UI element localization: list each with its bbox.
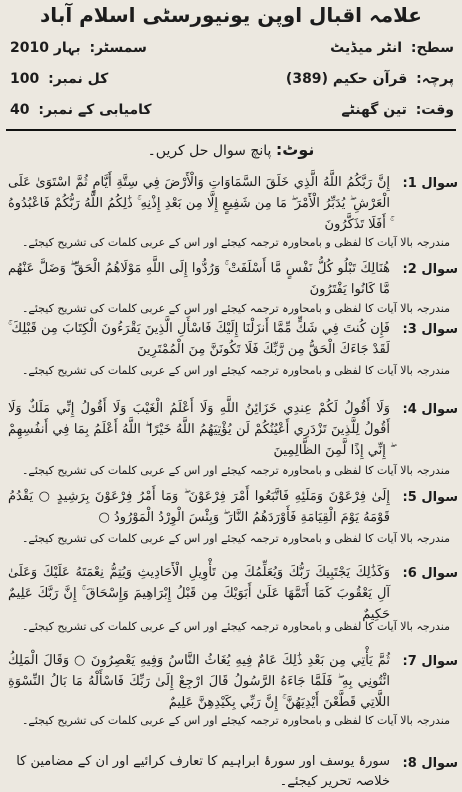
question-3-label: سوال 3: <box>402 322 458 337</box>
question-5-verse: إِلَىٰ فِرْعَوْنَ وَمَلَئِهِ فَاتَّبَعُوا أَمْرَ فِرْعَوْنَ ۖ وَمَا أَمْرُ فِرْعَوْنَ بِرَشِيدٍ ○ يَقْدُمُ قَوْمَهُ يَوْمَ الْقِيَامَةِ فَأَوْرَدَهُمُ النَّارَ ۖ وَبِئْسَ الْوِرْدُ الْمَوْرُودُ ○ <box>8 489 390 525</box>
question-3-verse: فَإِن كُنتَ فِي شَكٍّ مِّمَّا أَنزَلْنَا إِلَيْكَ فَاسْأَلِ الَّذِينَ يَقْرَءُونَ الْكِتَابَ مِن قَبْلِكَ ۚ لَقَدْ جَاءَكَ الْحَقُّ مِن رَّبِّكَ فَلَا تَكُونَنَّ مِنَ الْمُمْتَرِينَ <box>8 321 390 357</box>
note-text: پانچ سوال حل کریں۔ <box>147 143 272 159</box>
paper-field <box>286 71 454 87</box>
question-8-text: سورۂ یوسف اور سورۂ ابراہیم کا تعارف کرائیے اور ان کے مضامین کا خلاصہ تحریر کیجئے۔ <box>16 754 390 789</box>
level-label: سطح: <box>410 40 454 56</box>
time-value: تین گھنٹے <box>341 102 407 118</box>
question-1-label: سوال 1: <box>402 176 458 191</box>
total-marks-field <box>10 71 108 87</box>
time-label: وقت: <box>415 102 454 118</box>
university-title: علامہ اقبال اوپن یونیورسٹی اسلام آباد <box>40 3 422 27</box>
total-marks-value: 100 <box>10 71 40 87</box>
paper-label: پرچہ: <box>416 71 454 87</box>
question-7-instruction: مندرجہ بالا آیات کا لفظی و بامحاورہ ترجمہ کیجئے اور اس کے عربی کلمات کی تشریح کیجئے۔ <box>21 714 450 727</box>
level-value: انٹر میڈیٹ <box>330 40 403 56</box>
question-6-verse: وَكَذَٰلِكَ يَجْتَبِيكَ رَبُّكَ وَيُعَلِّمُكَ مِن تَأْوِيلِ الْأَحَادِيثِ وَيُتِمُّ نِعْمَتَهُ عَلَيْكَ وَعَلَىٰ آلِ يَعْقُوبَ كَمَا أَتَمَّهَا عَلَىٰ أَبَوَيْكَ مِن قَبْلُ إِبْرَاهِيمَ وَإِسْحَاقَ ۚ إِنَّ رَبَّكَ عَلِيمٌ حَكِيمٌ <box>8 565 390 622</box>
question-5-instruction: مندرجہ بالا آیات کا لفظی و بامحاورہ ترجمہ کیجئے اور اس کے عربی کلمات کی تشریح کیجئے۔ <box>21 532 450 545</box>
question-4-label: سوال 4: <box>402 402 458 417</box>
question-3-instruction: مندرجہ بالا آیات کا لفظی و بامحاورہ ترجمہ کیجئے اور اس کے عربی کلمات کی تشریح کیجئے۔ <box>21 364 450 377</box>
time-field <box>341 102 454 118</box>
question-2-verse: هُنَالِكَ تَبْلُو كُلُّ نَفْسٍ مَّا أَسْلَفَتْ ۚ وَرُدُّوا إِلَى اللَّهِ مَوْلَاهُمُ الْحَقِّ ۖ وَضَلَّ عَنْهُم مَّا كَانُوا يَفْتَرُونَ <box>8 261 390 297</box>
question-4-verse: وَلَا أَقُولُ لَكُمْ عِندِي خَزَائِنُ اللَّهِ وَلَا أَعْلَمُ الْغَيْبَ وَلَا أَقُولُ إِنِّي مَلَكٌ وَلَا أَقُولُ لِلَّذِينَ تَزْدَرِي أَعْيُنُكُمْ لَن يُؤْتِيَهُمُ اللَّهُ خَيْرًا ۖ اللَّهُ أَعْلَمُ بِمَا فِي أَنفُسِهِمْ ۖ إِنِّي إِذًا لَّمِنَ الظَّالِمِينَ <box>8 401 390 458</box>
level-field <box>330 40 454 56</box>
pass-marks-field <box>10 102 152 118</box>
semester-value: بہار 2010 <box>10 40 81 56</box>
question-6-label: سوال 6: <box>402 566 458 581</box>
question-1-verse: إِنَّ رَبَّكُمُ اللَّهُ الَّذِي خَلَقَ السَّمَاوَاتِ وَالْأَرْضَ فِي سِتَّةِ أَيَّامٍ ثُمَّ اسْتَوَىٰ عَلَى الْعَرْشِ ۖ يُدَبِّرُ الْأَمْرَ ۖ مَا مِن شَفِيعٍ إِلَّا مِن بَعْدِ إِذْنِهِ ۚ ذَٰلِكُمُ اللَّهُ رَبُّكُمْ فَاعْبُدُوهُ ۚ أَفَلَا تَذَكَّرُونَ <box>8 175 390 232</box>
pass-marks-label: کامیابی کے نمبر: <box>38 102 152 118</box>
question-8-label: سوال 8: <box>402 756 458 771</box>
semester-label: سمسٹر: <box>89 40 147 56</box>
total-marks-label: کل نمبر: <box>48 71 109 87</box>
note-line <box>0 140 462 159</box>
question-5-label: سوال 5: <box>402 490 458 505</box>
question-4-instruction: مندرجہ بالا آیات کا لفظی و بامحاورہ ترجمہ کیجئے اور اس کے عربی کلمات کی تشریح کیجئے۔ <box>21 464 450 477</box>
question-7-verse: ثُمَّ يَأْتِي مِن بَعْدِ ذَٰلِكَ عَامٌ فِيهِ يُغَاثُ النَّاسُ وَفِيهِ يَعْصِرُونَ ○ وَقَالَ الْمَلِكُ ائْتُونِي بِهِ ۖ فَلَمَّا جَاءَهُ الرَّسُولُ قَالَ ارْجِعْ إِلَىٰ رَبِّكَ فَاسْأَلْهُ مَا بَالُ النِّسْوَةِ اللَّاتِي قَطَّعْنَ أَيْدِيَهُنَّ ۚ إِنَّ رَبِّي بِكَيْدِهِنَّ عَلِيمٌ <box>8 653 390 710</box>
note-label: نوٹ: <box>275 140 315 159</box>
question-6-instruction: مندرجہ بالا آیات کا لفظی و بامحاورہ ترجمہ کیجئے اور اس کے عربی کلمات کی تشریح کیجئے۔ <box>21 620 450 633</box>
paper-value: قرآن حکیم (389) <box>285 71 408 87</box>
question-1-instruction: مندرجہ بالا آیات کا لفظی و بامحاورہ ترجمہ کیجئے اور اس کے عربی کلمات کی تشریح کیجئے۔ <box>21 236 450 249</box>
question-7-label: سوال 7: <box>402 654 458 669</box>
pass-marks-value: 40 <box>10 102 30 118</box>
question-2-instruction: مندرجہ بالا آیات کا لفظی و بامحاورہ ترجمہ کیجئے اور اس کے عربی کلمات کی تشریح کیجئے۔ <box>21 302 450 315</box>
header-divider <box>6 129 456 131</box>
question-2-label: سوال 2: <box>402 262 458 277</box>
semester-field <box>10 40 147 56</box>
